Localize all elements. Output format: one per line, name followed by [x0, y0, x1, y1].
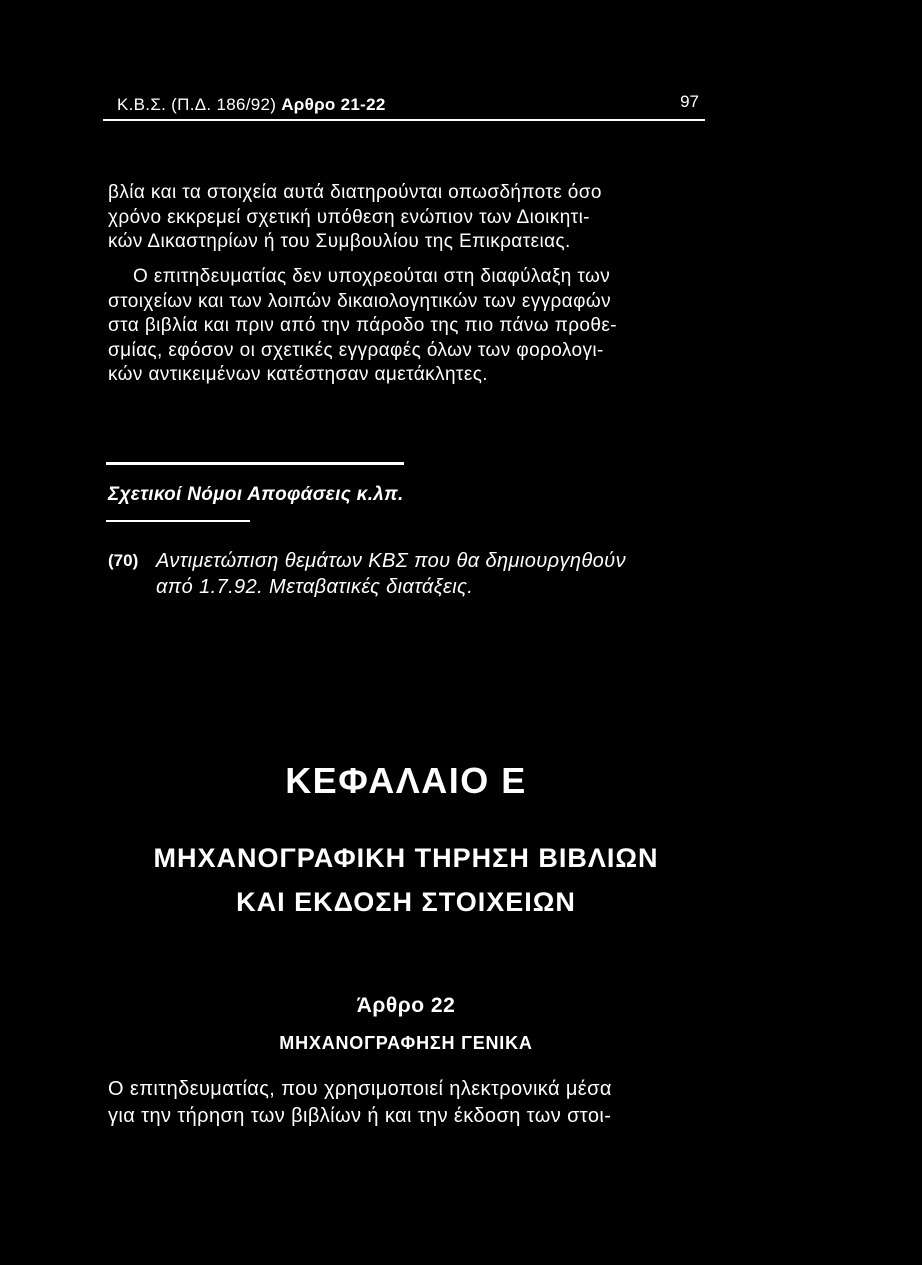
reference-title-line: από 1.7.92. Μεταβατικές διατάξεις. — [156, 576, 474, 598]
paragraph-line: σμίας, εφόσον οι σχετικές εγγραφές όλων των φορολογι- — [108, 339, 604, 361]
chapter-subtitle — [0, 836, 812, 924]
paragraph-retention-exception — [108, 265, 617, 388]
article-body-line: για την τήρηση των βιβλίων ή και την έκδοση των στοι- — [108, 1105, 612, 1127]
reference-number: (70) — [108, 551, 139, 570]
paragraph-line: κών αντικειμένων κατέστησαν αμετάκλητες. — [108, 364, 488, 386]
related-heading-underline — [106, 520, 250, 522]
page-number: 97 — [680, 92, 699, 111]
reference-title-line: Αντιμετώπιση θεμάτων ΚΒΣ που θα δημιουργηθούν — [156, 550, 626, 572]
paragraph-line: βλία και τα στοιχεία αυτά διατηρούνται οπωσδήποτε όσο — [108, 182, 602, 203]
paragraph-line: στα βιβλία και πριν από την πάροδο της πιο πάνω προθε- — [108, 315, 617, 337]
running-title-prefix: Κ.Β.Σ. (Π.Δ. 186/92) — [117, 95, 277, 114]
chapter-subtitle-line: ΜΗΧΑΝΟΓΡΑΦΙΚΗ ΤΗΡΗΣΗ ΒΙΒΛΙΩΝ — [153, 843, 659, 873]
article-number: Άρθρο 22 — [356, 994, 456, 1017]
section-divider — [106, 462, 404, 465]
paragraph-line: στοιχείων και των λοιπών δικαιολογητικών των εγγραφών — [108, 290, 611, 312]
article-body — [108, 1076, 612, 1130]
related-laws-heading: Σχετικοί Νόμοι Αποφάσεις κ.λπ. — [108, 484, 404, 505]
page-header — [103, 92, 705, 122]
running-title-article: Αρθρο 21-22 — [281, 95, 386, 114]
article-title: ΜΗΧΑΝΟΓΡΑΦΗΣΗ ΓΕΝΙΚΑ — [279, 1033, 533, 1053]
chapter-subtitle-line: ΚΑΙ ΕΚΔΟΣΗ ΣΤΟΙΧΕΙΩΝ — [236, 887, 576, 917]
paragraph-line: χρόνο εκκρεμεί σχετική υπόθεση ενώπιον των Διοικητι- — [108, 206, 590, 228]
article-body-line: Ο επιτηδευματίας, που χρησιμοποιεί ηλεκτρονικά μέσα — [108, 1078, 612, 1100]
chapter-title: ΚΕΦΑΛΑΙΟ Ε — [285, 760, 527, 801]
header-rule — [103, 119, 705, 121]
paragraph-line: Ο επιτηδευματίας δεν υποχρεούται στη διαφύλαξη των — [133, 266, 611, 287]
reference-title — [156, 548, 626, 600]
paragraph-line: κών Δικαστηρίων ή του Συμβουλίου της Επικρατειας. — [108, 231, 571, 253]
paragraph-continuation — [108, 181, 602, 255]
running-title — [117, 95, 386, 115]
